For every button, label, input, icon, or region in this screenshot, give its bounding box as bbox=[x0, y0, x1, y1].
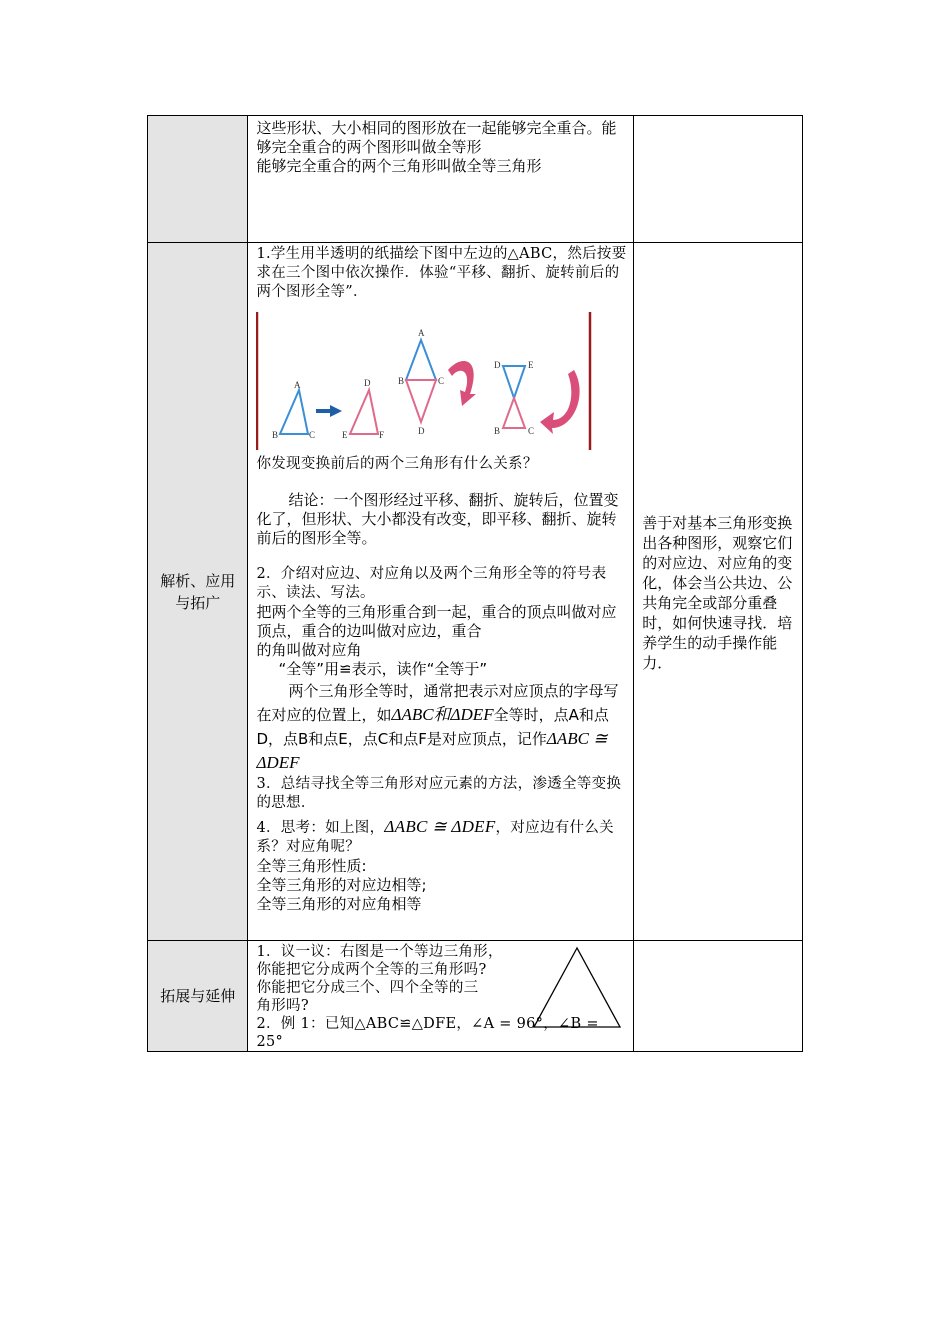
math-expression: ΔABC和ΔDEF bbox=[391, 705, 494, 724]
vertex-label: E bbox=[342, 430, 348, 440]
step-4-part: 4．思考：如上图， bbox=[256, 820, 385, 836]
vertex-label: D bbox=[364, 378, 371, 388]
vertex-label: B bbox=[272, 430, 279, 440]
triangle-rotate-pink bbox=[503, 398, 525, 428]
curved-arrow-icon bbox=[540, 370, 580, 434]
curved-arrow-icon bbox=[448, 361, 476, 406]
math-expression: ΔABC ≅ ΔDEF bbox=[384, 817, 496, 836]
vertex-label: B bbox=[494, 426, 501, 436]
vertex-label: C bbox=[309, 430, 316, 440]
vertex-label: F bbox=[379, 430, 385, 440]
row-label-cell bbox=[148, 941, 248, 1052]
vertex-label: D bbox=[418, 426, 425, 436]
vertex-label: A bbox=[418, 328, 425, 338]
discussion-line: 1．议一议：右图是一个等边三角形， bbox=[256, 944, 503, 960]
example-line: 2．例 1：已知△ABC≌△DFE，∠A = 96°，∠B = 25° bbox=[256, 1016, 599, 1050]
row-label: 解析、应用与拓广 bbox=[160, 571, 236, 612]
teaching-remark: 善于对基本三角形变换出各种图形，观察它们的对应边、对应角的变化，体会当公共边、公共角完全或部分重叠时，如何快速寻找．培养学生的动手操作能力． bbox=[642, 514, 793, 672]
property-item: 全等三角形的对应边相等; bbox=[256, 876, 427, 894]
content-cell bbox=[248, 243, 634, 941]
notation-text bbox=[256, 679, 627, 775]
triangle-flip-pink bbox=[406, 380, 436, 422]
table-row bbox=[148, 243, 803, 941]
property-title: 全等三角形性质: bbox=[256, 857, 367, 875]
discussion-line: 你能把它分成三个、四个全等的三 bbox=[256, 980, 479, 996]
vertex-label: E bbox=[528, 360, 534, 370]
definition-text: 把两个全等的三角形重合到一起，重合的顶点叫做对应顶点，重合的边叫做对应边，重合 bbox=[256, 603, 617, 640]
notation-part: 全等时，点A和点D，点B和点E，点C和点F是对应顶点，记作 bbox=[256, 706, 609, 748]
row-label: 拓展与延伸 bbox=[160, 987, 236, 1005]
vertex-label: C bbox=[528, 426, 535, 436]
transformation-diagram bbox=[256, 310, 592, 452]
conclusion-text: 结论：一个图形经过平移、翻折、旋转后，位置变化了，但形状、大小都没有改变，即平移、翻折、旋转前后的图形全等。 bbox=[256, 491, 619, 547]
math-expression: ΔABC ≅ ΔDEF bbox=[256, 729, 608, 772]
notation-part: 两个三角形全等时，通常把表示对应顶点的字母写在对应的位置上，如 bbox=[256, 682, 619, 724]
vertex-label: D bbox=[494, 360, 501, 370]
symbol-text: “全等”用≌表示，读作“全等于” bbox=[278, 660, 488, 678]
table-row bbox=[148, 941, 803, 1052]
vertex-label: C bbox=[438, 376, 445, 386]
triangle-flip-blue bbox=[406, 340, 436, 380]
table-row bbox=[148, 116, 803, 243]
step-3-text: 3．总结寻找全等三角形对应元素的方法，渗透全等变换的思想． bbox=[256, 776, 622, 811]
definition-line: 能够完全重合的两个三角形叫做全等三角形 bbox=[256, 157, 542, 175]
step-2-text: 2．介绍对应边、对应角以及两个三角形全等的符号表示、读法、写法。 bbox=[256, 566, 607, 601]
remark-cell bbox=[634, 116, 803, 243]
remark-cell bbox=[634, 243, 803, 941]
discussion-line: 你能把它分成两个全等的三角形吗? bbox=[256, 962, 487, 978]
step-4-part: ，对应边有什么关系？对应角呢？ bbox=[256, 820, 614, 855]
row-label-cell bbox=[148, 243, 248, 941]
remark-cell bbox=[634, 941, 803, 1052]
triangle-abc bbox=[280, 390, 308, 434]
content-cell bbox=[248, 941, 634, 1052]
triangle-def bbox=[350, 390, 378, 434]
discussion-line: 角形吗? bbox=[256, 998, 309, 1014]
vertex-label: B bbox=[398, 376, 405, 386]
content-cell bbox=[248, 116, 634, 243]
triangle-rotate-blue bbox=[503, 366, 525, 398]
step-4-text bbox=[256, 817, 627, 857]
definition-text: 的角叫做对应角 bbox=[256, 641, 362, 659]
arrow-right-icon bbox=[316, 405, 342, 417]
question-text: 你发现变换前后的两个三角形有什么关系？ bbox=[256, 456, 538, 472]
row-label-cell bbox=[148, 116, 248, 243]
step-1-text: 1.学生用半透明的纸描绘下图中左边的△ABC，然后按要求在三个图中依次操作．体验“平移、翻折、旋转前后的两个图形全等”． bbox=[256, 246, 627, 300]
lesson-plan-table bbox=[147, 115, 803, 1052]
definition-line: 这些形状、大小相同的图形放在一起能够完全重合。能够完全重合的两个图形叫做全等形 bbox=[256, 119, 617, 156]
property-item: 全等三角形的对应角相等 bbox=[256, 895, 422, 913]
vertex-label: A bbox=[294, 380, 301, 390]
transformation-figure bbox=[256, 310, 592, 452]
